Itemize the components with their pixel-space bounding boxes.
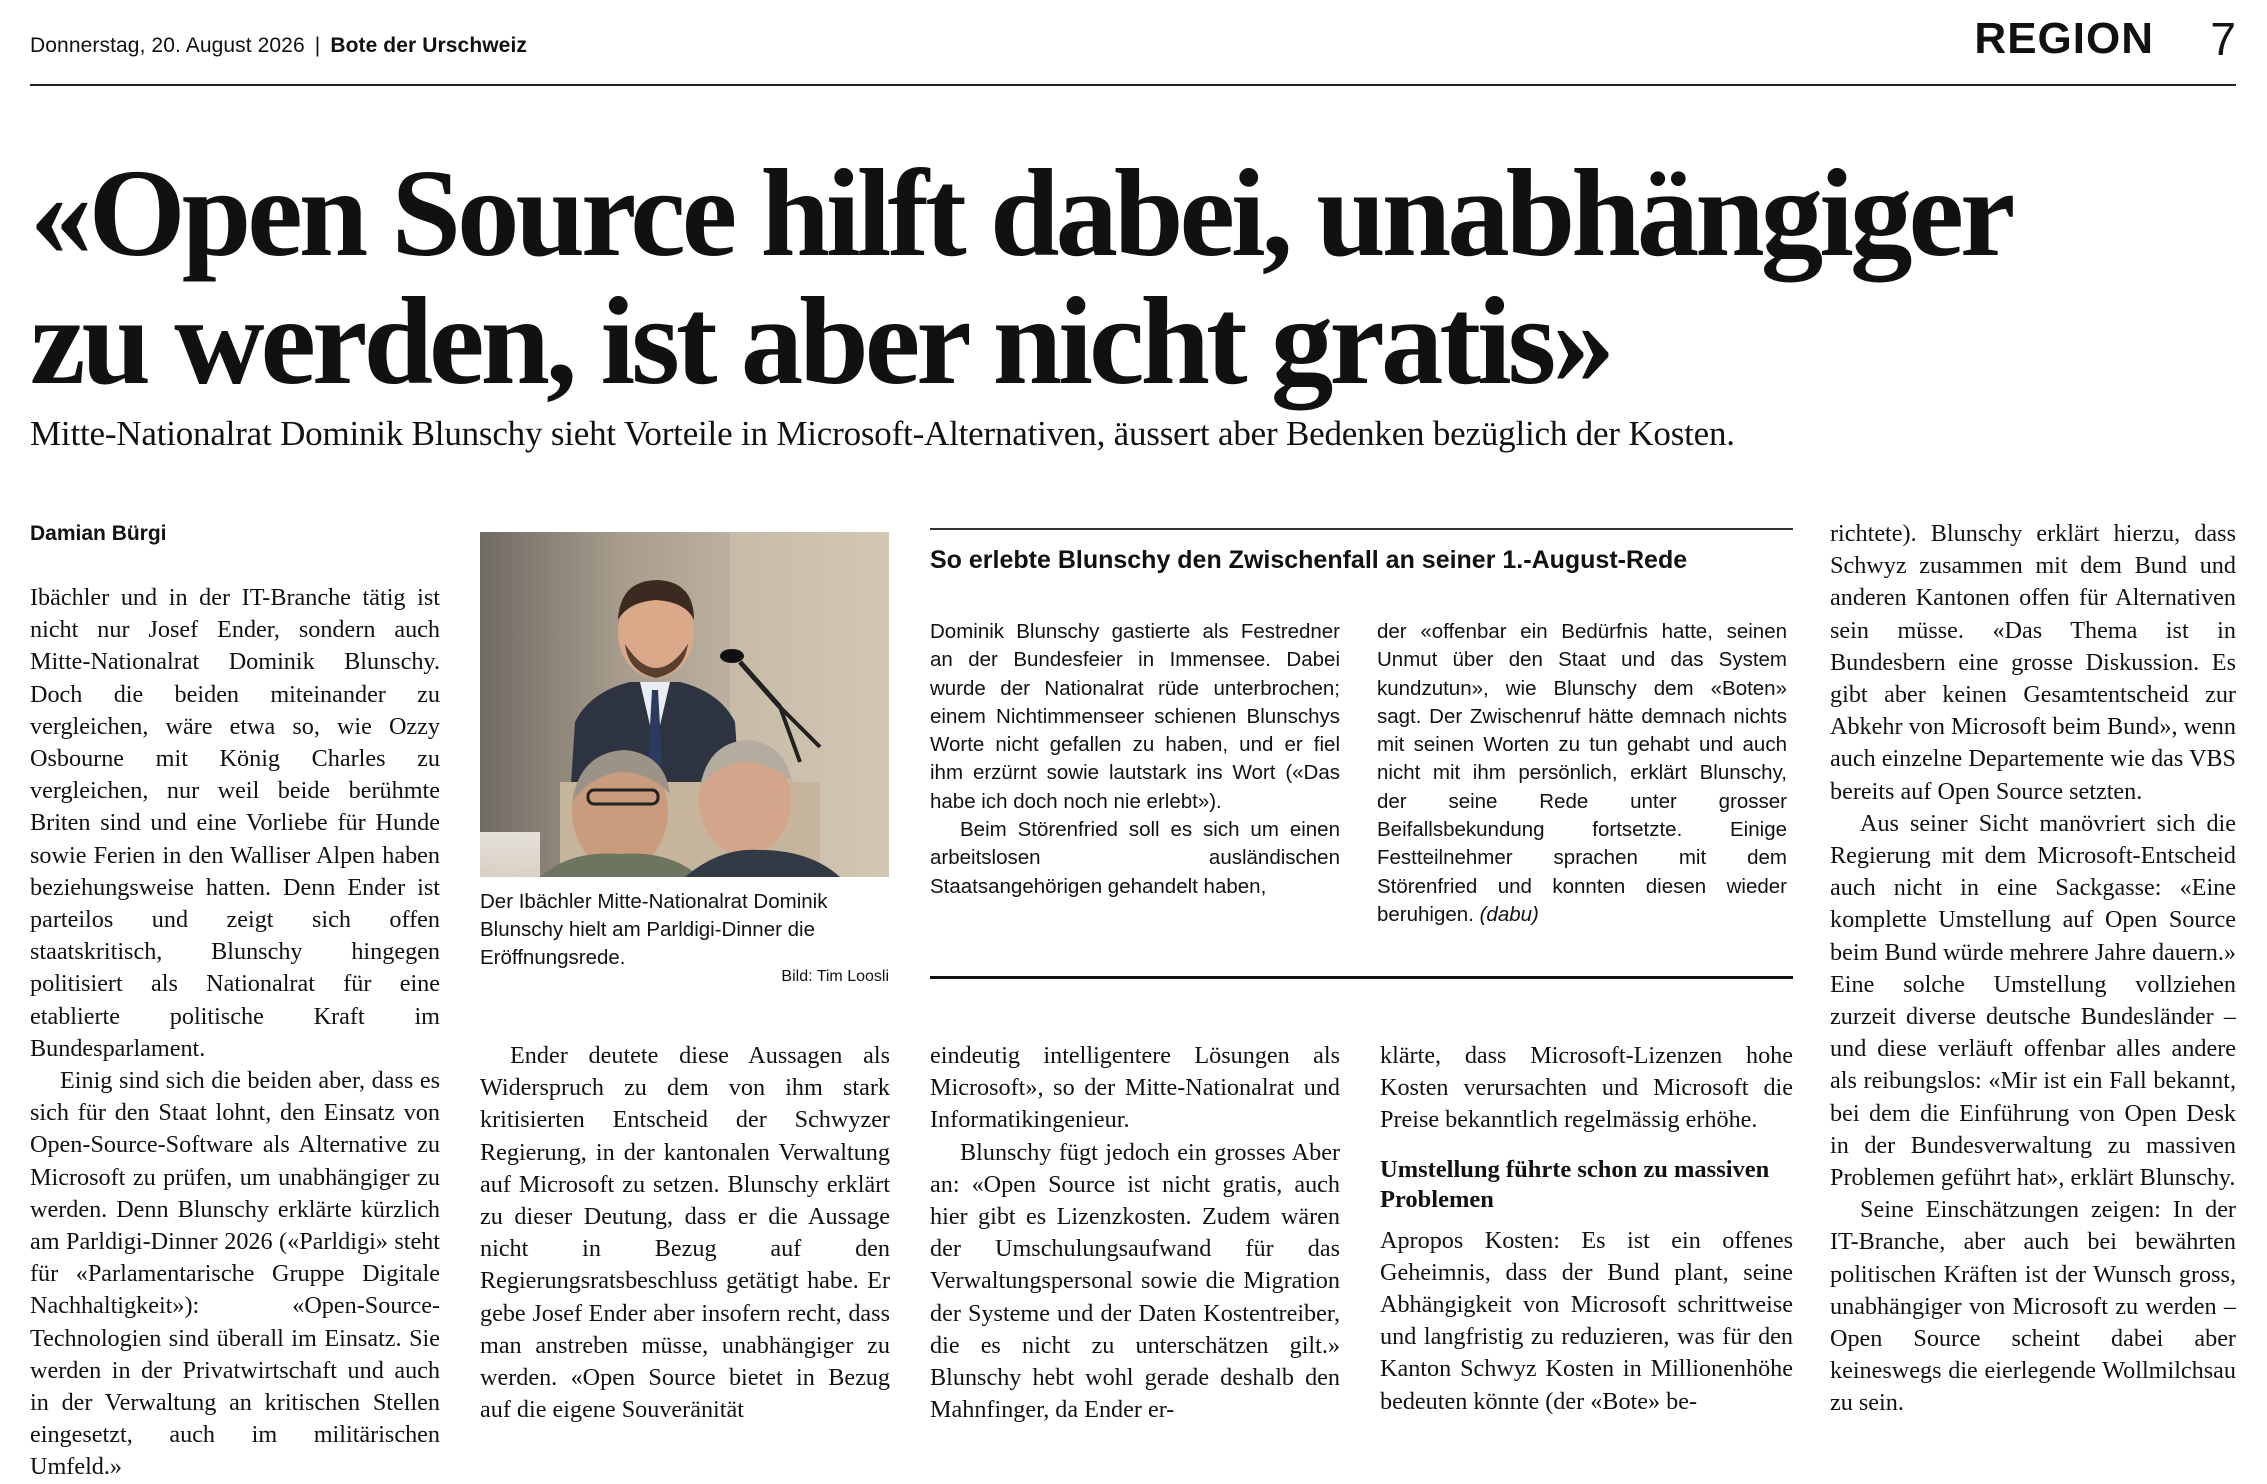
author-signature: (dabu) [1479, 902, 1539, 926]
section-title: REGION [1974, 14, 2154, 63]
page-header [30, 0, 2236, 86]
sidebar-column-left [930, 618, 1340, 901]
issue-date-line [30, 34, 527, 58]
article-column-4 [1380, 1040, 1793, 1418]
article-photo [480, 532, 889, 877]
paragraph: Beim Störenfried soll es sich um einen arbeitslosen ausländischen Staatsangehörigen gehandelt haben, [930, 818, 1340, 898]
sidebar-text: der «offenbar ein Bedürfnis hatte, seinen Unmut über den Staat und das System kundzutun», wie Blunschy dem «Boten» sagt. Der Zwischenruf hätte demnach nichts mit seinen Worten zu tun gehabt und auch nicht mit ihm persönlich, erklärt Blunschy, der seine Rede unter grosser Beifallsbekundung fortsetzte. Einige Festteilnehmer sprachen mit dem Störenfried und konnten diesen wieder beruhigen. [1377, 620, 1787, 926]
sidebar-title: So erlebte Blunschy den Zwischenfall an seiner 1.-August-Rede [930, 546, 1688, 574]
paragraph: klärte, dass Microsoft-Lizenzen hohe Kosten verursachten und Microsoft die Preise bekanntlich regelmässig erhöhe. [1380, 1042, 1793, 1134]
article-column-1 [30, 582, 440, 1484]
sidebar-box [930, 528, 1793, 979]
byline: Damian Bürgi [30, 522, 167, 545]
speaker-photo-illustration [480, 532, 889, 877]
page-number: 7 [2210, 13, 2236, 65]
paragraph: Seine Einschätzungen zeigen: In der IT-Branche, aber auch bei bewährten politischen Kräften ist der Wunsch gross, unabhängiger von Microsoft zu werden – Open Source scheint dabei aber keineswegs die eierlegende Wollmilchsau zu sein. [1830, 1196, 2236, 1417]
article-headline [30, 145, 2230, 411]
publication-name: Bote der Urschweiz [330, 34, 527, 57]
paragraph: Dominik Blunschy gastierte als Festredner an der Bundesfeier in Immensee. Dabei wurde der Nationalrat rüde unterbrochen; einem Nichtimmenseer schienen Blunschys Worte nicht gefallen zu haben, und er fiel ihm erzürnt sowie lautstark ins Wort («Das habe ich doch noch nie erlebt»). [930, 620, 1340, 813]
sidebar-column-right [1377, 618, 1787, 929]
photo-caption-block [480, 888, 889, 988]
article-column-2 [480, 1040, 890, 1426]
paragraph: Ender deutete diese Aussagen als Widerspruch zu dem von ihm stark kritisierten Entscheid der Schwyzer Regierung, in der kantonalen Verwaltung auf Microsoft zu setzen. Blunschy erklärt zu dieser Deutung, dass er die Aussage nicht in Bezug auf den Regierungsratsbeschluss getätigt habe. Er gebe Josef Ender aber insofern recht, dass man anstreben müsse, unabhängiger zu werden. «Open Source bietet in Bezug auf die eigene Souveränität [480, 1042, 890, 1424]
article-subheading: Umstellung führte schon zu massiven Problemen [1380, 1155, 1770, 1213]
photo-caption: Der Ibächler Mitte-Nationalrat Dominik Blunschy hielt am Parldigi-Dinner die Eröffnungsrede. [480, 890, 828, 969]
article-column-3 [930, 1040, 1340, 1426]
photo-credit: Bild: Tim Loosli [781, 968, 889, 985]
paragraph: richtete). Blunschy erklärt hierzu, dass Schwyz zusammen mit dem Bund und anderen Kantonen offen für Alternativen sein müsse. «Das Thema ist in Bundesbern eine grosse Diskussion. Es gibt aber keinen Gesamtentscheid zur Abkehr von Microsoft beim Bund», wenn auch einzelne Departemente wie das VBS bereits auf Open Source setzten. [1830, 520, 2236, 805]
paragraph: Apropos Kosten: Es ist ein offenes Geheimnis, dass der Bund plant, seine Abhängigkeit von Microsoft schrittweise und langfristig zu reduzieren, was für den Kanton Schwyz Kosten in Millionenhöhe bedeuten könnte (der «Bote» be- [1380, 1226, 1793, 1415]
headline-line-2: zu werden, ist aber nicht gratis» [30, 273, 1611, 411]
paragraph: Ibächler und in der IT-Branche tätig ist nicht nur Josef Ender, sondern auch Mitte-Nationalrat Dominik Blunschy. Doch die beiden miteinander zu vergleichen, wäre etwa so, wie Ozzy Osbourne mit König Charles zu vergleichen, nur weil beide berühmte Briten sind und eine Vorliebe für Hunde sowie Ferien in den Walliser Alpen haben beziehungsweise hatten. Denn Ender ist parteilos und zeigt sich offen staatskritisch, Blunschy hingegen politisiert als Nationalrat für eine etablierte politische Kraft im Bundesparlament. [30, 584, 440, 1062]
paragraph: Einig sind sich die beiden aber, dass es sich für den Staat lohnt, den Einsatz von Open-Source-Software als Alternative zu Microsoft zu prüfen, um unabhängiger zu werden. Denn Blunschy erklärte kürzlich am Parldigi-Dinner 2026 («Parldigi» steht für «Parlamentarische Gruppe Digitale Nachhaltigkeit»): «Open-Source-Technologien sind überall im Einsatz. Sie werden in der Privatwirtschaft und auch in der Verwaltung an kritischen Stellen eingesetzt, auch im militärischen Umfeld.» [30, 1067, 440, 1481]
paragraph [1377, 618, 1787, 929]
issue-date: Donnerstag, 20. August 2026 [30, 34, 305, 57]
article-subheadline: Mitte-Nationalrat Dominik Blunschy sieht Vorteile in Microsoft-Alternativen, äussert aber Bedenken bezüglich der Kosten. [30, 414, 1735, 453]
article-column-5 [1830, 518, 2236, 1420]
header-separator: | [314, 34, 321, 57]
headline-line-1: «Open Source hilft dabei, unabhängiger [30, 145, 2012, 283]
paragraph: Aus seiner Sicht manövriert sich die Regierung mit dem Microsoft-Entscheid auch nicht in eine Sackgasse: «Eine komplette Umstellung auf Open Source beim Bund würde mehrere Jahre dauern.» Eine solche Umstellung vollziehen zurzeit diverse deutsche Bundesländer – und diese verläuft offenbar alles andere als reibungslos: «Mir ist ein Fall bekannt, bei dem die Einführung von Open Desk in der Bundesverwaltung zu massiven Problemen geführt hat», erklärt Blunschy. [1830, 809, 2236, 1192]
paragraph: Blunschy fügt jedoch ein grosses Aber an: «Open Source ist nicht gratis, auch hier gibt es Lizenzkosten. Zudem wären der Umschulungsaufwand für das Verwaltungspersonal sowie die Migration der Systeme und der Daten Kostentreiber, die es nicht zu unterschätzen gilt.» Blunschy hebt wohl gerade deshalb den Mahnfinger, da Ender er- [930, 1138, 1340, 1424]
paragraph: eindeutig intelligentere Lösungen als Microsoft», so der Mitte-Nationalrat und Informatikingenieur. [930, 1042, 1340, 1134]
